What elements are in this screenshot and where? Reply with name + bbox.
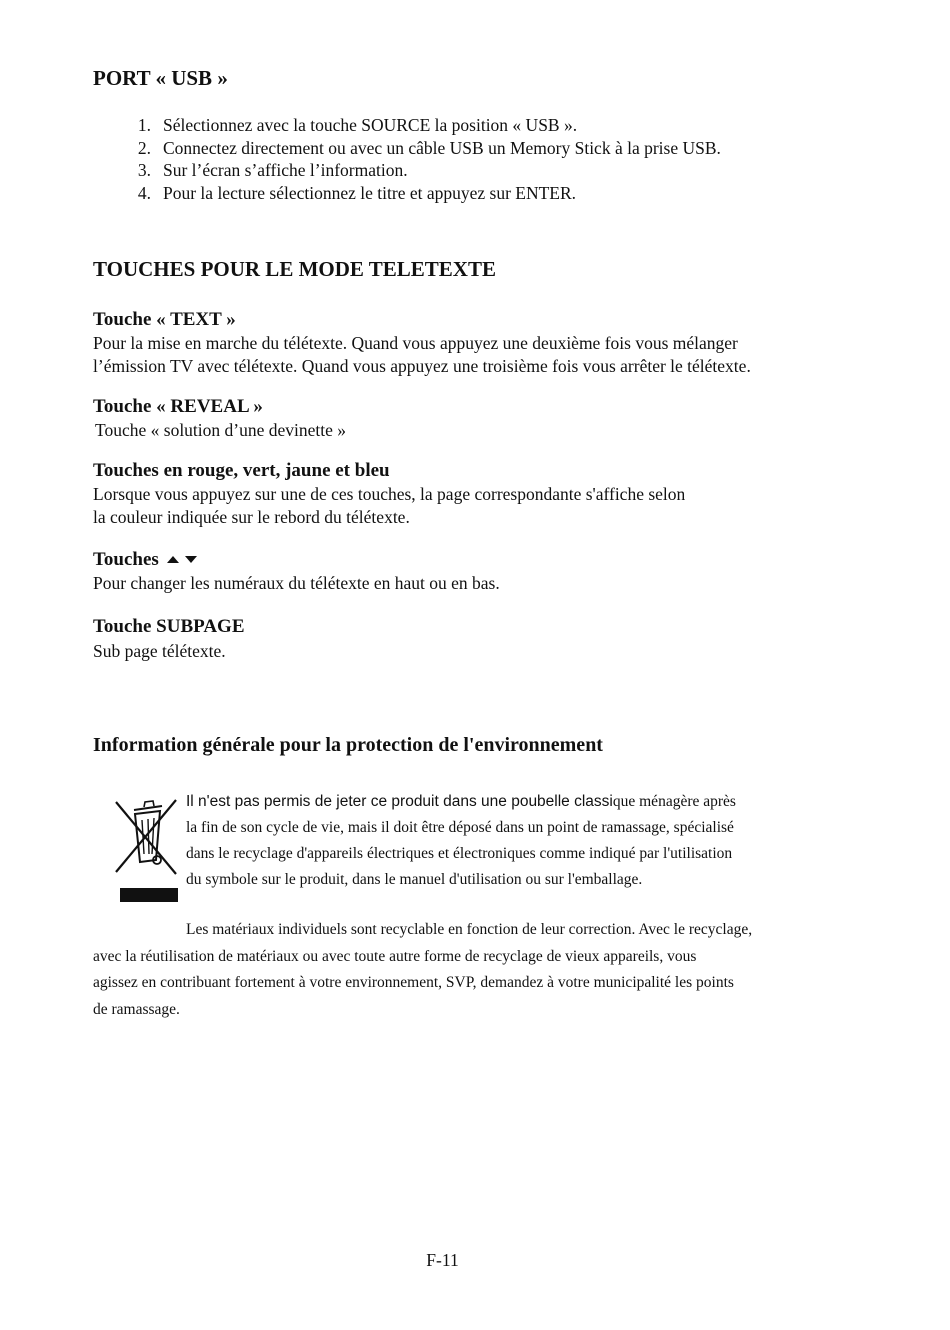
weee-crossed-bin-icon (112, 796, 182, 904)
arrow-keys-description: Pour changer les numéraux du télétexte en haut ou en bas. (93, 573, 500, 593)
step-number: 1. (137, 115, 151, 135)
step-number: 3. (137, 160, 151, 180)
step-text: Connectez directement ou avec un câble USB un Memory Stick à la prise USB. (163, 137, 721, 158)
subpage-key-description: Sub page télétexte. (93, 641, 226, 661)
step-text: Sélectionnez avec la touche SOURCE la position « USB ». (163, 115, 578, 135)
recycling-paragraph-line: de ramassage. (93, 1000, 180, 1018)
step-text: Pour la lecture sélectionnez le titre et appuyez sur ENTER. (163, 182, 577, 203)
step-text: Sur l’écran s’affiche l’information. (163, 160, 408, 180)
arrow-keys-heading (93, 549, 197, 571)
environment-notice-line: dans le recyclage d'appareils électriques et électroniques comme indiqué par l'utilisation (186, 845, 733, 862)
environment-notice-line: du symbole sur le produit, dans le manuel d'utilisation ou sur l'emballage. (186, 871, 643, 888)
text-key-heading: Touche « TEXT » (93, 309, 236, 330)
environment-notice-sans: Il n'est pas permis de jeter ce produit dans une poubelle classi (186, 793, 613, 810)
usb-steps-list (93, 114, 721, 204)
subpage-key-heading: Touche SUBPAGE (93, 616, 245, 637)
environment-section-title: Information générale pour la protection de l'environnement (93, 734, 603, 756)
recycling-paragraph-line: avec la réutilisation de matériaux ou avec toute autre forme de recyclage de vieux appareils, vous (93, 947, 697, 965)
step-number: 2. (137, 137, 151, 158)
reveal-key-heading: Touche « REVEAL » (93, 396, 263, 417)
list-item (93, 114, 721, 137)
environment-notice (186, 789, 736, 893)
arrow-keys-heading-text: Touches (93, 549, 159, 570)
environment-notice-serif: que ménagère après (612, 793, 736, 810)
text-key-description-line: l’émission TV avec télétexte. Quand vous appuyez une troisième fois vous arrêter le télétexte. (93, 356, 751, 376)
text-key-description-line: Pour la mise en marche du télétexte. Quand vous appuyez une deuxième fois vous mélanger (93, 333, 738, 353)
color-keys-description-line: Lorsque vous appuyez sur une de ces touches, la page correspondante s'affiche selon (93, 484, 686, 504)
reveal-key-description: Touche « solution d’une devinette » (95, 420, 347, 440)
list-item (93, 137, 721, 160)
list-item (93, 159, 721, 182)
arrow-up-icon (167, 556, 179, 563)
recycling-paragraph-line: agissez en contribuant fortement à votre environnement, SVP, demandez à votre municipalité les points (93, 974, 734, 991)
list-item (93, 182, 721, 205)
color-keys-description-line: la couleur indiquée sur le rebord du télétexte. (93, 507, 410, 527)
teletext-section-title: TOUCHES POUR LE MODE TELETEXTE (93, 257, 496, 281)
environment-notice-line (186, 789, 736, 815)
color-keys-heading: Touches en rouge, vert, jaune et bleu (93, 460, 390, 481)
page-number: F-11 (426, 1250, 459, 1270)
usb-section-title: PORT « USB » (93, 66, 228, 90)
environment-notice-line: la fin de son cycle de vie, mais il doit être déposé dans un point de ramassage, spécialisé (186, 819, 734, 836)
recycling-paragraph (93, 917, 838, 1023)
recycling-paragraph-line: Les matériaux individuels sont recyclable en fonction de leur correction. Avec le recyclage, (186, 921, 753, 938)
step-number: 4. (137, 182, 151, 203)
arrow-down-icon (185, 556, 197, 563)
